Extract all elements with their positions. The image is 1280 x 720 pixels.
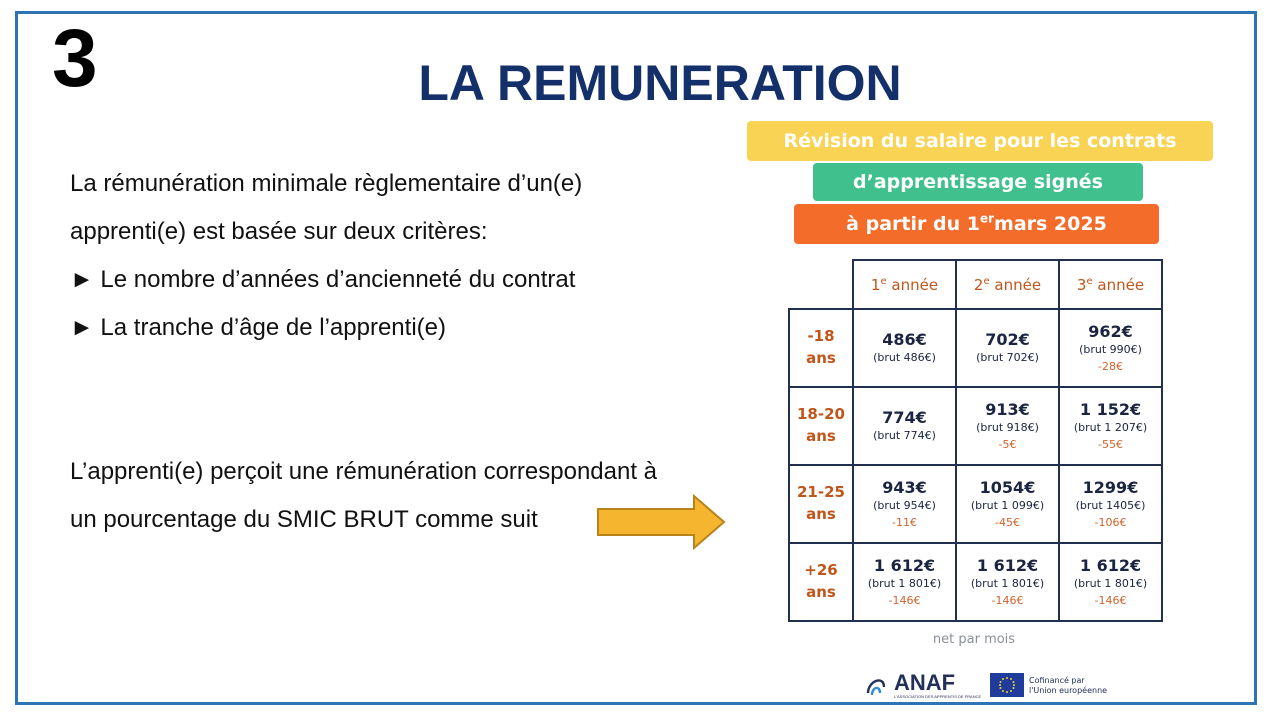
salary-cell: 913€ (brut 918€) -5€: [956, 387, 1059, 465]
salary-cell: 1 152€ (brut 1 207€) -55€: [1059, 387, 1162, 465]
age-label: 21-25 ans: [789, 465, 853, 543]
intro-line-2: apprenti(e) est basée sur deux critères:: [70, 218, 488, 245]
table-row: [789, 543, 1162, 621]
table-row: [789, 387, 1162, 465]
eu-cofinance-label: Cofinancé par l'Union européenne: [1029, 676, 1108, 696]
age-label: -18 ans: [789, 309, 853, 387]
year-header-3: 3e année: [1059, 260, 1162, 309]
right-arrow-icon: [596, 494, 728, 550]
table-row: [789, 465, 1162, 543]
salary-cell: 774€ (brut 774€): [853, 387, 956, 465]
salary-cell: 1 612€ (brut 1 801€) -146€: [956, 543, 1059, 621]
salary-table: [788, 259, 1163, 622]
criterion-age: ► La tranche d’âge de l’apprenti(e): [70, 314, 446, 341]
intro-line-1: La rémunération minimale règlementaire d’un(e): [70, 170, 583, 197]
banner-contracts: d’apprentissage signés: [813, 163, 1143, 201]
salary-cell: 1 612€ (brut 1 801€) -146€: [853, 543, 956, 621]
eu-flag-icon: [990, 673, 1024, 697]
salary-cell: 1299€ (brut 1405€) -106€: [1059, 465, 1162, 543]
footnote-net-per-month: net par mois: [932, 632, 1016, 647]
salary-cell: 1054€ (brut 1 099€) -45€: [956, 465, 1059, 543]
slide-number: 3: [52, 13, 98, 104]
percent-line-1: L’apprenti(e) perçoit une rémunération correspondant à: [70, 458, 658, 485]
age-label: 18-20 ans: [789, 387, 853, 465]
banner-revision: Révision du salaire pour les contrats: [747, 121, 1213, 161]
salary-cell: 943€ (brut 954€) -11€: [853, 465, 956, 543]
salary-cell: 1 612€ (brut 1 801€) -146€: [1059, 543, 1162, 621]
header-corner: [789, 260, 853, 309]
anaf-swirl-icon: [864, 673, 888, 697]
header-row: [789, 260, 1162, 309]
year-header-1: 1e année: [853, 260, 956, 309]
age-label: +26 ans: [789, 543, 853, 621]
salary-cell: 486€ (brut 486€): [853, 309, 956, 387]
percent-line-2: un pourcentage du SMIC BRUT comme suit: [70, 506, 538, 533]
year-header-2: 2e année: [956, 260, 1059, 309]
criterion-years: ► Le nombre d’années d’ancienneté du contrat: [70, 266, 576, 293]
anaf-logo: ANAF L'ASSOCIATION DES APPRENTIS DE FRANCE: [864, 671, 974, 701]
table-row: [789, 309, 1162, 387]
salary-cell: 702€ (brut 702€): [956, 309, 1059, 387]
salary-cell: 962€ (brut 990€) -28€: [1059, 309, 1162, 387]
slide-title: LA REMUNERATION: [418, 55, 902, 111]
banner-date: à partir du 1ermars 2025: [794, 204, 1159, 244]
